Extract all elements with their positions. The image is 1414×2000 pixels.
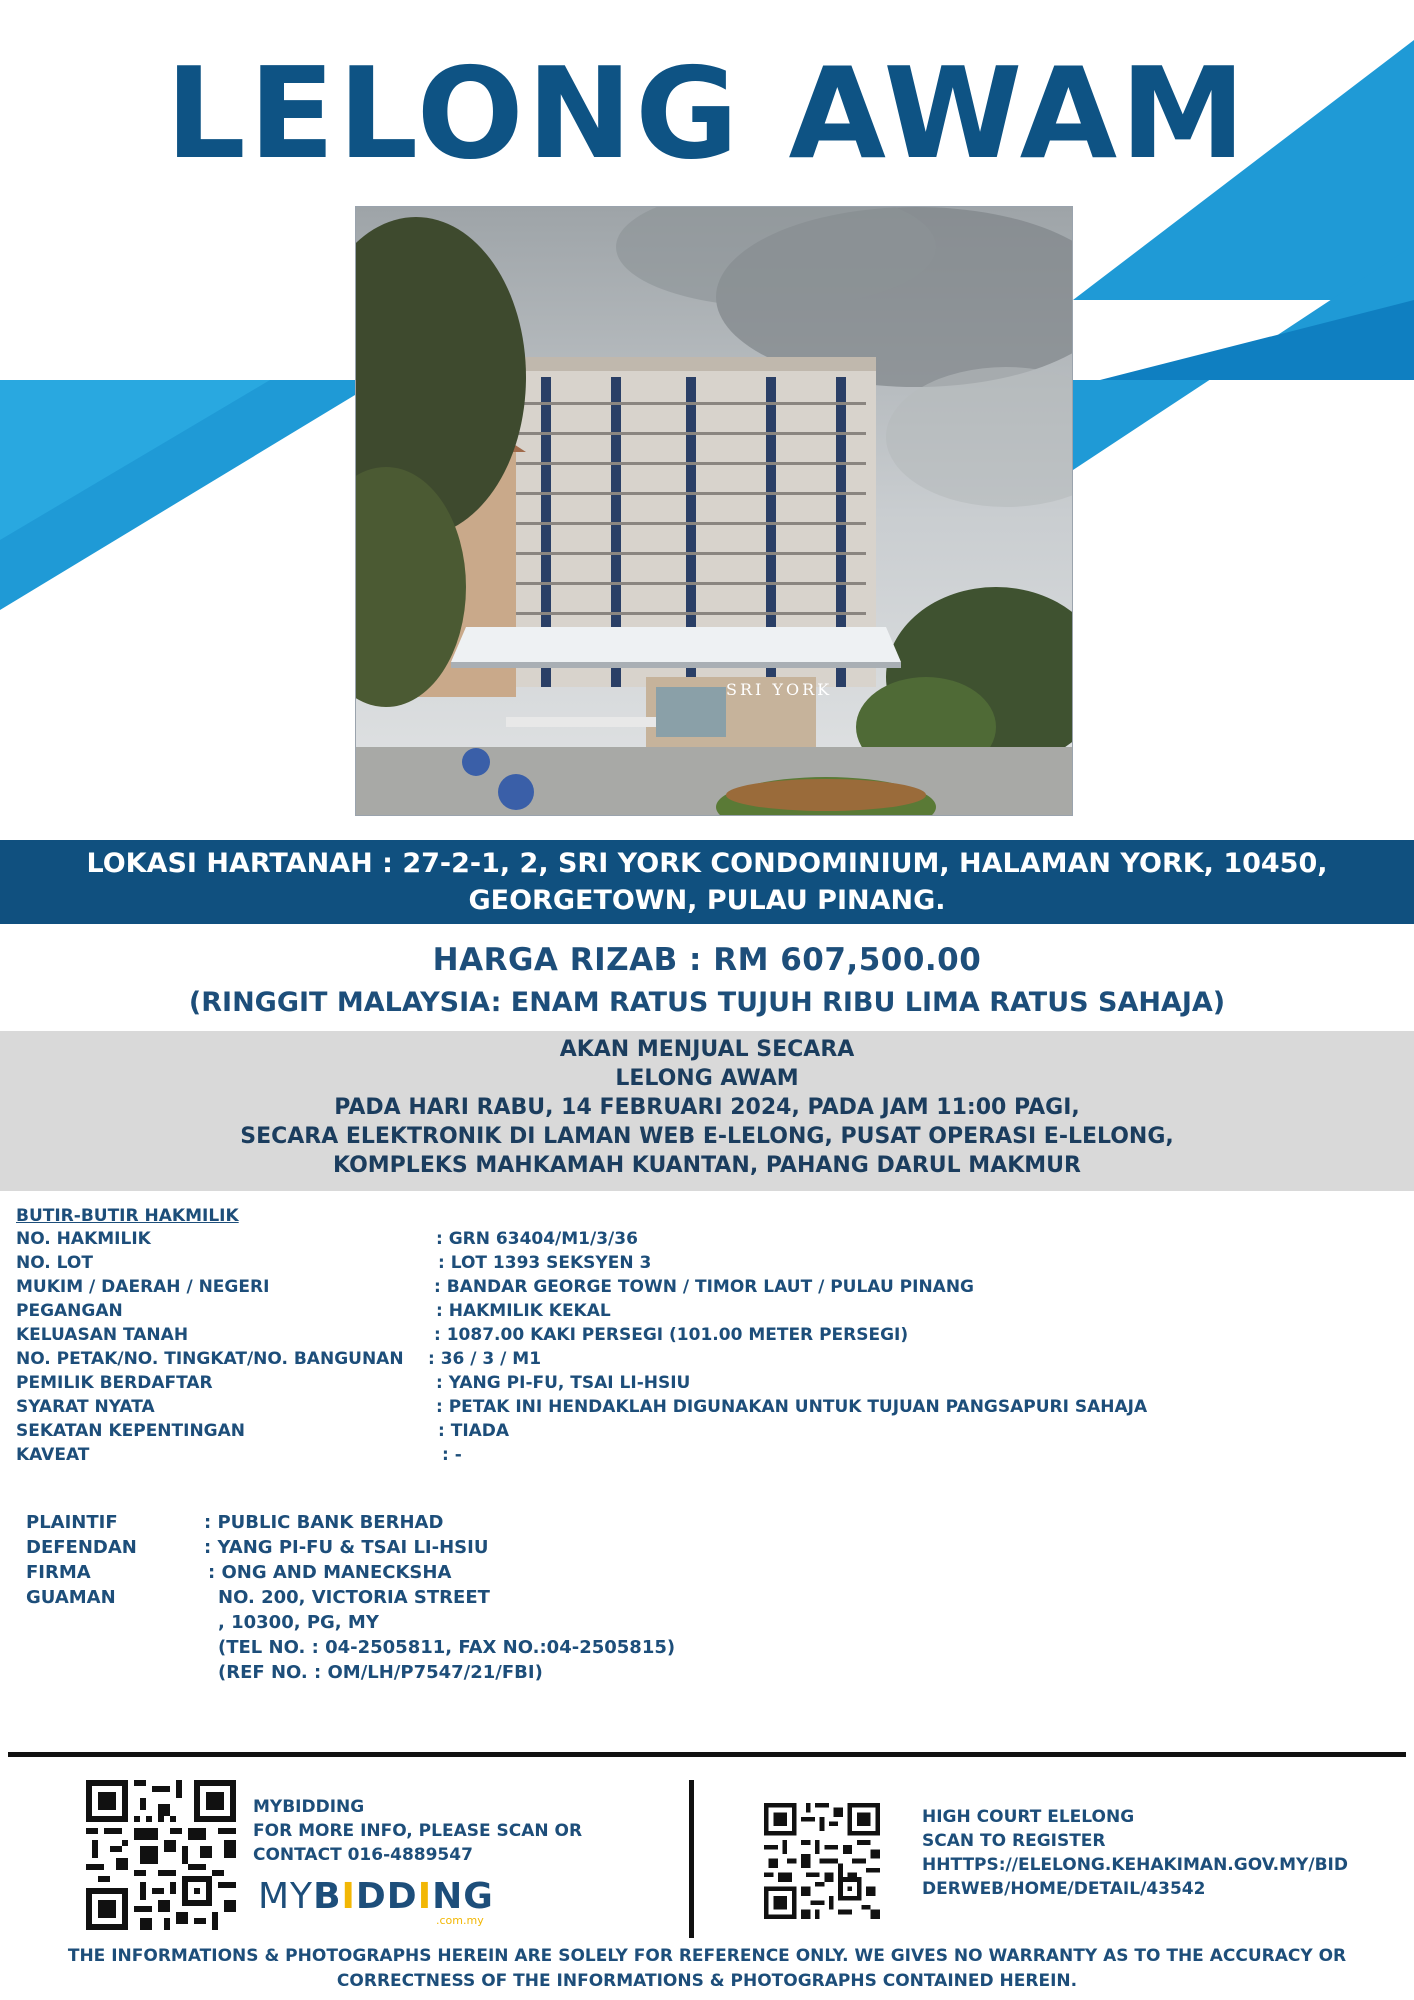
mybidding-name: MYBIDDING [253, 1797, 365, 1817]
firm-value: : ONG AND MANECKSHA [208, 1562, 452, 1583]
detail-value: : GRN 63404/M1/3/36 [436, 1229, 638, 1249]
detail-row [16, 1395, 1396, 1419]
detail-value: : YANG PI-FU, TSAI LI-HSIU [436, 1373, 691, 1393]
reserve-price [0, 940, 1414, 1022]
detail-label: NO. PETAK/NO. TINGKAT/NO. BANGUNAN [16, 1349, 404, 1369]
detail-row [16, 1251, 1396, 1275]
detail-value: : 36 / 3 / M1 [428, 1349, 542, 1369]
detail-label: SEKATAN KEPENTINGAN [16, 1421, 246, 1441]
auction-info [0, 1031, 1414, 1191]
footer-vertical-divider [689, 1780, 694, 1938]
defendant-value: : YANG PI-FU & TSAI LI-HSIU [204, 1537, 489, 1558]
detail-label: NO. LOT [16, 1253, 93, 1273]
mybidding-qr-code[interactable] [86, 1780, 236, 1930]
elelong-info [922, 1805, 1348, 1901]
detail-label: KAVEAT [16, 1445, 90, 1465]
firm-address-1: NO. 200, VICTORIA STREET [218, 1587, 490, 1608]
elelong-qr-code[interactable] [764, 1803, 880, 1919]
defendant-label: DEFENDAN [26, 1537, 137, 1558]
detail-label: MUKIM / DAERAH / NEGERI [16, 1277, 270, 1297]
mybidding-info [253, 1795, 582, 1867]
logo-dd: DD [355, 1876, 418, 1917]
mybidding-logo [258, 1876, 494, 1927]
auction-line: LELONG AWAM [615, 1066, 799, 1091]
location-line-1: LOKASI HARTANAH : 27-2-1, 2, SRI YORK CONDOMINIUM, HALAMAN YORK, 10450, [86, 848, 1328, 879]
detail-row [16, 1443, 1396, 1467]
detail-label: KELUASAN TANAH [16, 1325, 189, 1345]
auction-line: SECARA ELEKTRONIK DI LAMAN WEB E-LELONG, PUSAT OPERASI E-LELONG, [240, 1124, 1174, 1149]
detail-label: PEMILIK BERDAFTAR [16, 1373, 213, 1393]
detail-row [16, 1275, 1396, 1299]
page-title: LELONG AWAM [165, 40, 1249, 187]
logo-my: MY [258, 1876, 314, 1917]
title-details [16, 1205, 1396, 1467]
reserve-price-amount: HARGA RIZAB : RM 607,500.00 [432, 942, 982, 978]
detail-label: SYARAT NYATA [16, 1397, 155, 1417]
detail-label: PEGANGAN [16, 1301, 123, 1321]
title-details-heading: BUTIR-BUTIR HAKMILIK [16, 1206, 239, 1226]
detail-value: : TIADA [438, 1421, 510, 1441]
firm-address-2: , 10300, PG, MY [218, 1612, 379, 1633]
detail-row [16, 1371, 1396, 1395]
detail-row [16, 1347, 1396, 1371]
mybidding-instruction: FOR MORE INFO, PLEASE SCAN OR [253, 1821, 583, 1841]
logo-domain: .com.my [436, 1914, 484, 1927]
elelong-url-line-1[interactable]: HHTTPS://ELELONG.KEHAKIMAN.GOV.MY/BID [922, 1855, 1348, 1875]
detail-value: : 1087.00 KAKI PERSEGI (101.00 METER PERSEGI) [434, 1325, 909, 1345]
logo-i2: I [417, 1876, 433, 1917]
footer-divider [8, 1752, 1406, 1757]
logo-ng: NG [432, 1876, 494, 1917]
detail-row [16, 1299, 1396, 1323]
firm-label: FIRMA GUAMAN [26, 1562, 116, 1608]
logo-i: I [341, 1876, 356, 1917]
reserve-price-words: (RINGGIT MALAYSIA: ENAM RATUS TUJUH RIBU LIMA RATUS SAHAJA) [188, 987, 1226, 1018]
logo-b: B [313, 1876, 342, 1917]
detail-row [16, 1323, 1396, 1347]
auction-line: KOMPLEKS MAHKAMAH KUANTAN, PAHANG DARUL MAKMUR [333, 1153, 1081, 1178]
disclaimer-line-2: CORRECTNESS OF THE INFORMATIONS & PHOTOGRAPHS CONTAINED HEREIN. [336, 1971, 1078, 1991]
auction-line: PADA HARI RABU, 14 FEBRUARI 2024, PADA JAM 11:00 PAGI, [334, 1095, 1080, 1120]
detail-value: : BANDAR GEORGE TOWN / TIMOR LAUT / PULAU PINANG [434, 1277, 975, 1297]
firm-tel: (TEL NO. : 04-2505811, FAX NO.:04-2505815) [218, 1637, 676, 1658]
disclaimer [0, 1944, 1414, 1994]
plaintiff-value: : PUBLIC BANK BERHAD [204, 1512, 444, 1533]
detail-value: : HAKMILIK KEKAL [436, 1301, 611, 1321]
elelong-instruction: SCAN TO REGISTER [922, 1831, 1106, 1851]
detail-label: NO. HAKMILIK [16, 1229, 151, 1249]
property-photo [355, 206, 1073, 816]
location-line-2: GEORGETOWN, PULAU PINANG. [468, 885, 946, 916]
auction-line: AKAN MENJUAL SECARA [559, 1037, 855, 1062]
detail-value: : PETAK INI HENDAKLAH DIGUNAKAN UNTUK TUJUAN PANGSAPURI SAHAJA [436, 1397, 1148, 1417]
plaintiff-label: PLAINTIF [26, 1512, 118, 1533]
disclaimer-line-1: THE INFORMATIONS & PHOTOGRAPHS HEREIN ARE SOLELY FOR REFERENCE ONLY. WE GIVES NO WARRANTY AS TO THE ACCURACY OR [67, 1946, 1347, 1966]
detail-value: : LOT 1393 SEKSYEN 3 [438, 1253, 652, 1273]
detail-value: : - [442, 1445, 462, 1465]
firm-ref: (REF NO. : OM/LH/P7547/21/FBI) [218, 1662, 543, 1683]
elelong-name: HIGH COURT ELELONG [922, 1807, 1135, 1827]
building-sign: SRI YORK [726, 680, 833, 699]
elelong-url-line-2[interactable]: DERWEB/HOME/DETAIL/43542 [922, 1879, 1206, 1899]
location-banner [0, 840, 1414, 924]
mybidding-contact: CONTACT 016-4889547 [253, 1845, 473, 1865]
detail-row [16, 1227, 1396, 1251]
detail-row [16, 1419, 1396, 1443]
